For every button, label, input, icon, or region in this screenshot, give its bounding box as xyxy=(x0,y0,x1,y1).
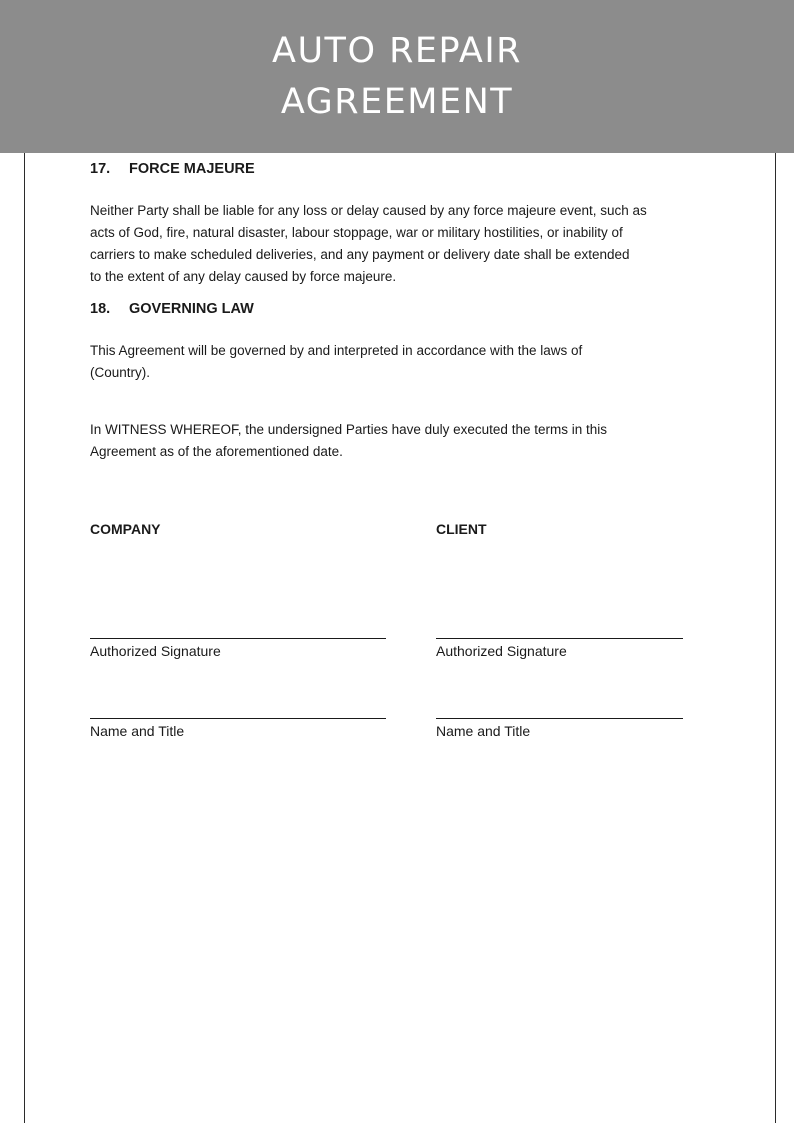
client-name-line xyxy=(436,718,683,719)
company-signature-line xyxy=(90,638,386,639)
section-17-paragraph xyxy=(90,200,730,288)
title-banner xyxy=(0,0,794,153)
paragraph-line: acts of God, fire, natural disaster, labour stoppage, war or military hostilities, or inability of xyxy=(90,225,623,240)
section-18-number: 18. xyxy=(90,301,111,317)
banner-title-line-1: AUTO REPAIR xyxy=(272,30,522,71)
witness-paragraph xyxy=(90,419,730,463)
company-signature-caption: Authorized Signature xyxy=(90,643,221,659)
client-signature-caption: Authorized Signature xyxy=(436,643,567,659)
paragraph-line: carriers to make scheduled deliveries, and any payment or delivery date shall be extended xyxy=(90,247,630,262)
paragraph-line: In WITNESS WHEREOF, the undersigned Parties have duly executed the terms in this xyxy=(90,422,607,437)
banner-title-line-2: AGREEMENT xyxy=(280,81,514,122)
section-17-title: FORCE MAJEURE xyxy=(129,161,255,177)
paragraph-line: (Country). xyxy=(90,365,151,380)
company-label: COMPANY xyxy=(90,521,161,537)
paragraph-line: to the extent of any delay caused by force majeure. xyxy=(90,269,397,284)
paragraph-line: This Agreement will be governed by and interpreted in accordance with the laws of xyxy=(90,343,583,358)
section-17-number: 17. xyxy=(90,161,111,177)
section-18-heading xyxy=(90,301,254,317)
paragraph-line: Neither Party shall be liable for any loss or delay caused by any force majeure event, such as xyxy=(90,203,647,218)
client-label: CLIENT xyxy=(436,521,487,537)
company-name-caption: Name and Title xyxy=(90,723,185,739)
section-18-paragraph xyxy=(90,340,730,384)
section-18-title: GOVERNING LAW xyxy=(129,301,254,317)
client-name-caption: Name and Title xyxy=(436,723,531,739)
section-17-heading xyxy=(90,161,255,177)
client-signature-line xyxy=(436,638,683,639)
company-name-line xyxy=(90,718,386,719)
paragraph-line: Agreement as of the aforementioned date. xyxy=(90,444,343,459)
